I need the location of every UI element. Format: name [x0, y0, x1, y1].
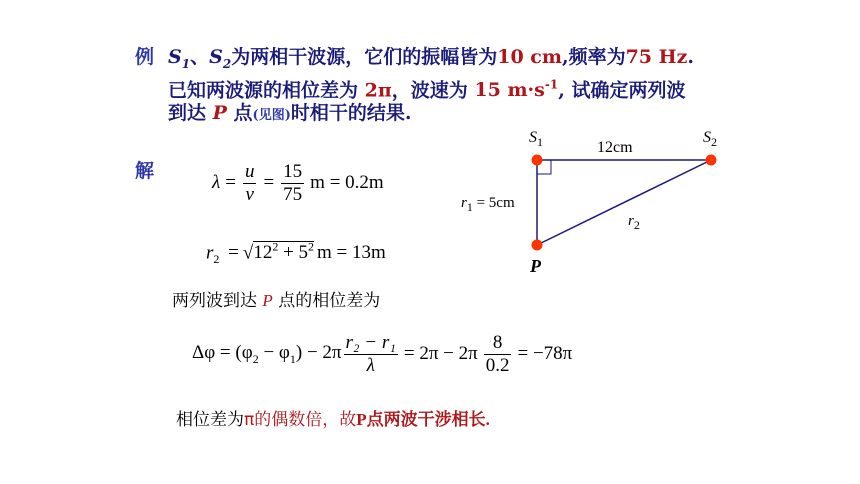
conclusion: 相位差为π的偶数倍，故P点两波干涉相长. [176, 410, 490, 430]
see-figure-note: (见图) [252, 108, 291, 123]
lambda-equation: λ = $\frac{u}{\nu}$ = $\frac{15}{75}$ m = 0.2m [212, 160, 384, 205]
point-p: P [212, 102, 227, 124]
fig-r1-label: $r_1 = 5cm$ [461, 195, 515, 214]
fig-p-label: P [530, 256, 541, 276]
problem-line-1: $S_1$、$S_2$为两相干波源，它们的振幅皆为10 cm,频率为75 Hz. [168, 46, 694, 71]
problem-line-3: 到达 P 点(见图)时相干的结果. [168, 102, 412, 124]
fig-s1-label: $S_1$ [529, 129, 543, 150]
phase-diff-equation: $\Delta\varphi = (\varphi_2 - \varphi_1) - 2\pi$ $\frac{\text{r₂ − r₁}}{\lambda}$ = 2π − 2π $\frac{8}{0.2}$ = −78π [192, 331, 573, 376]
example-label: 例 [135, 46, 155, 68]
p-s2-line [537, 160, 711, 245]
fig-top-length: 12cm [597, 139, 633, 156]
r2-equation: $r_2 = √12^2 + 5^2$ m = 13m [206, 240, 386, 267]
s2-symbol: $S_2$ [209, 46, 232, 71]
phase-diff-value: 2π [364, 79, 392, 102]
s1-symbol: $S_1$ [168, 46, 191, 71]
amplitude-value: 10 cm [497, 46, 562, 68]
fig-s2-label: $S_2$ [703, 129, 717, 150]
s1-dot [532, 155, 543, 166]
solution-label: 解 [135, 160, 155, 182]
frequency-value: 75 Hz [625, 46, 688, 68]
s2-dot [706, 155, 717, 166]
fig-r2-label: $r_2$ [628, 213, 640, 232]
speed-value: 15 $m\cdot s^{-1}$ [474, 78, 559, 102]
phase-intro: 两列波到达 P 点的相位差为 [172, 291, 381, 311]
problem-line-2: 已知两波源的相位差为 2π，波速为 15 $m\cdot s^{-1}$, 试确定两列波 [168, 78, 686, 102]
p-dot [532, 240, 543, 251]
